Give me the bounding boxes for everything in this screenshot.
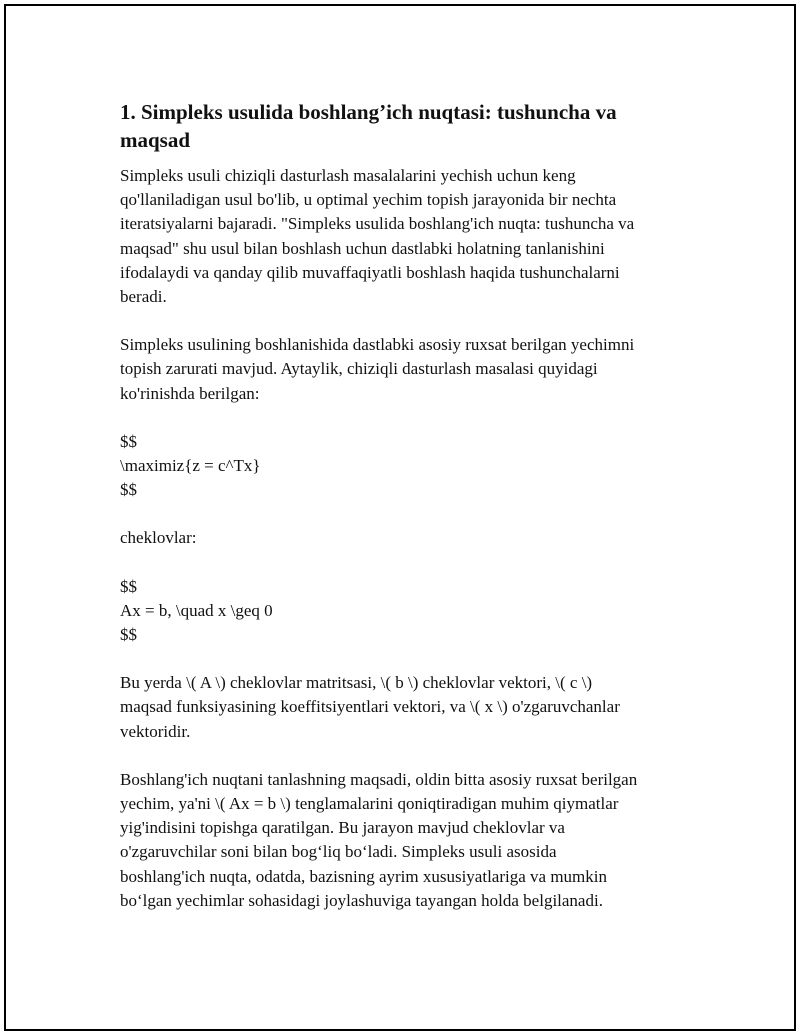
- text-line: $$: [120, 576, 137, 596]
- text-line: ko'rinishda berilgan:: [120, 383, 260, 403]
- text-line: o'zgaruvchilar soni bilan bog‘liq bo‘ladi. Simpleks usuli asosida: [120, 842, 557, 862]
- page-frame: [4, 4, 796, 1031]
- text-line: yig'indisini topishga qaratilgan. Bu jarayon mavjud cheklovlar va: [120, 818, 565, 838]
- text-line: $$: [120, 625, 137, 645]
- text-line: ifodalaydi va qanday qilib muvaffaqiyatli boshlash haqida tushunchalarni: [120, 262, 620, 282]
- text-line: maqsad funksiyasining koeffitsiyentlari vektori, va \( x \) o'zgaruvchanlar: [120, 697, 620, 717]
- text-line: Boshlang'ich nuqtani tanlashning maqsadi, oldin bitta asosiy ruxsat berilgan: [120, 769, 638, 789]
- paragraph-purpose: [120, 768, 688, 913]
- text-line: Ax = b, \quad x \geq 0: [120, 600, 273, 620]
- text-line: Simpleks usulining boshlanishida dastlabki asosiy ruxsat berilgan yechimni: [120, 335, 635, 355]
- paragraph-constraints-label: [120, 526, 688, 550]
- text-line: beradi.: [120, 287, 167, 307]
- paragraph-problem-setup: [120, 333, 688, 406]
- text-line: vektoridir.: [120, 721, 191, 741]
- text-line: yechim, ya'ni \( Ax = b \) tenglamalarini qoniqtiradigan muhim qiymatlar: [120, 794, 619, 814]
- paragraph-definitions: [120, 671, 688, 744]
- text-line: $$: [120, 480, 137, 500]
- formula-constraints: [120, 575, 688, 648]
- text-line: bo‘lgan yechimlar sohasidagi joylashuviga tayangan holda belgilanadi.: [120, 890, 603, 910]
- text-line: Bu yerda \( A \) cheklovlar matritsasi, \( b \) cheklovlar vektori, \( c \): [120, 673, 593, 693]
- text-line: iteratsiyalarni bajaradi. "Simpleks usulida boshlang'ich nuqta: tushuncha va: [120, 214, 635, 234]
- paragraph-intro: [120, 164, 688, 309]
- text-line: cheklovlar:: [120, 528, 197, 548]
- text-line: Simpleks usuli chiziqli dasturlash masalalarini yechish uchun keng: [120, 166, 576, 185]
- document-body: [120, 98, 688, 937]
- text-line: $$: [120, 431, 137, 451]
- section-heading: 1. Simpleks usulida boshlang’ich nuqtasi: tushuncha va maqsad: [120, 100, 617, 152]
- text-line: \maximiz{z = c^Tx}: [120, 456, 261, 476]
- text-line: qo'llaniladigan usul bo'lib, u optimal yechim topish jarayonida bir nechta: [120, 190, 617, 210]
- text-line: boshlang'ich nuqta, odatda, bazisning ayrim xususiyatlariga va mumkin: [120, 866, 607, 886]
- text-line: maqsad" shu usul bilan boshlash uchun dastlabki holatning tanlanishini: [120, 238, 605, 258]
- formula-objective: [120, 430, 688, 503]
- text-line: topish zarurati mavjud. Aytaylik, chiziqli dasturlash masalasi quyidagi: [120, 359, 598, 379]
